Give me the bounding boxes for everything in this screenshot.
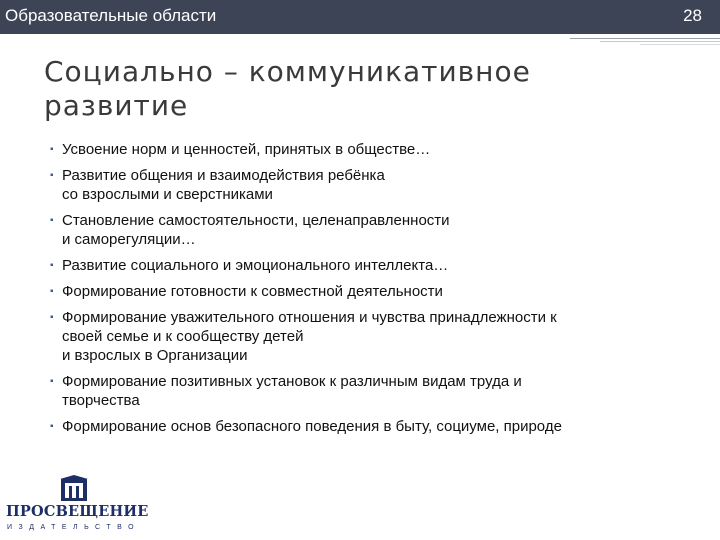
bullet-text: Формирование позитивных установок к различным видам труда и творчества: [62, 373, 522, 409]
page-number: 28: [683, 6, 702, 25]
header-divider-line: [570, 38, 720, 39]
bullet-item: [50, 308, 690, 365]
header-divider-line: [600, 41, 720, 42]
bullet-triangle-icon: ▪: [50, 215, 54, 226]
bullet-text: Формирование готовности к совместной деятельности: [62, 283, 443, 300]
header-bar: [0, 0, 720, 34]
header-divider-line: [640, 44, 720, 45]
bullet-item: [50, 417, 690, 436]
bullet-triangle-icon: ▪: [50, 170, 54, 181]
bullet-item: [50, 256, 690, 275]
slide-title: Социально – коммуникативное развитие: [44, 55, 531, 122]
bullet-item: [50, 140, 690, 159]
bullet-triangle-icon: ▪: [50, 312, 54, 323]
bullet-item: [50, 211, 690, 249]
bullet-triangle-icon: ▪: [50, 421, 54, 432]
bullet-triangle-icon: ▪: [50, 376, 54, 387]
bullet-triangle-icon: ▪: [50, 144, 54, 155]
bullet-text: Усвоение норм и ценностей, принятых в обществе…: [62, 141, 431, 158]
bullet-text: Становление самостоятельности, целенаправленности и саморегуляции…: [62, 212, 450, 248]
section-title: Образовательные области: [5, 6, 217, 25]
bullet-triangle-icon: ▪: [50, 286, 54, 297]
bullet-list: [50, 140, 690, 443]
bullet-text: Формирование уважительного отношения и чувства принадлежности к своей семье и к сообществу детей и взрослых в Организации: [62, 309, 557, 364]
bullet-text: Развитие общения и взаимодействия ребёнка со взрослыми и сверстниками: [62, 167, 385, 203]
publisher-name: ПРОСВЕЩЕНИЕ: [6, 503, 149, 520]
publisher-subtitle: ИЗДАТЕЛЬСТВО: [6, 524, 141, 531]
bullet-text: Развитие социального и эмоционального интеллекта…: [62, 257, 449, 274]
bullet-item: [50, 282, 690, 301]
bullet-item: [50, 372, 690, 410]
bullet-item: [50, 166, 690, 204]
bullet-triangle-icon: ▪: [50, 260, 54, 271]
publisher-logo: [6, 475, 149, 535]
bullet-text: Формирование основ безопасного поведения в быту, социуме, природе: [62, 418, 562, 435]
publisher-emblem-icon: [59, 475, 89, 503]
